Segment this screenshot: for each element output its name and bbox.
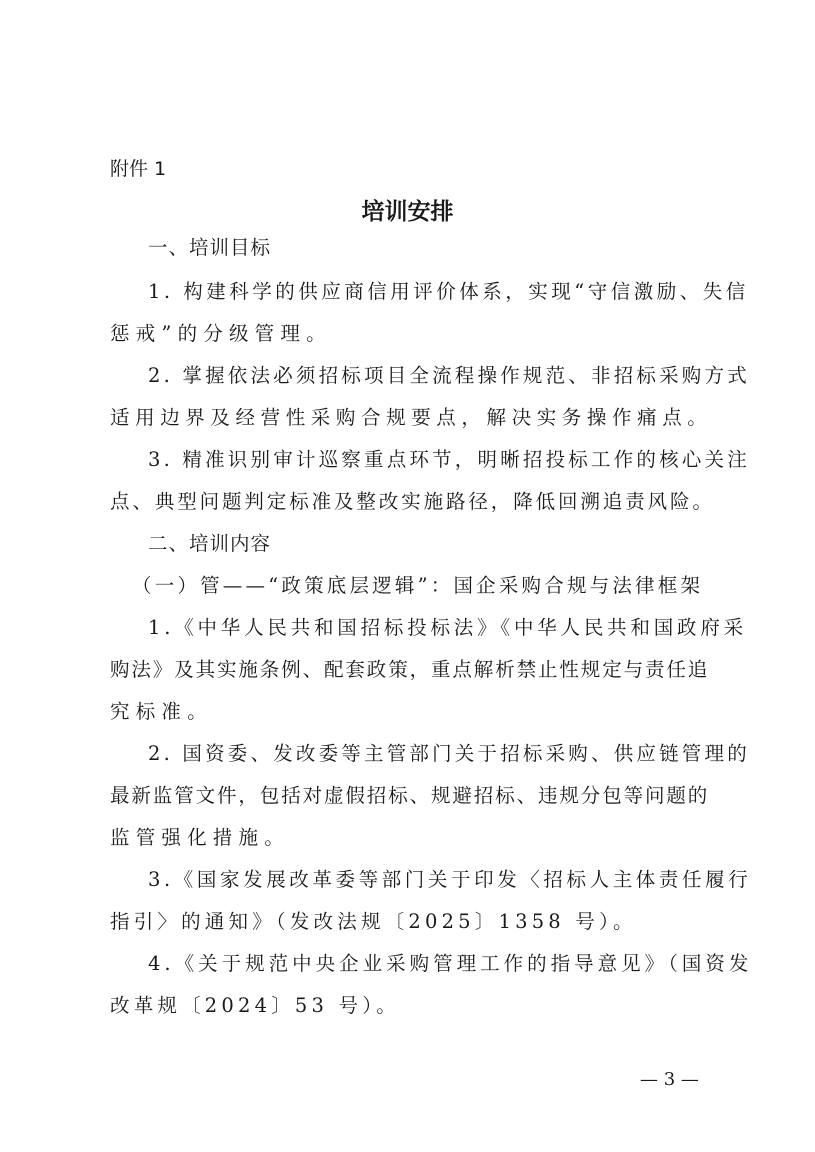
- paragraph-line: 监管强化措施。: [110, 826, 290, 849]
- paragraph-line: 4.《关于规范中央企业采购管理工作的指导意见》（国资发: [148, 952, 753, 975]
- paragraph-line: 改革规〔2024〕53 号）。: [110, 994, 400, 1017]
- paragraph-line: 指引〉的通知》（发改法规〔2025〕1358 号）。: [110, 910, 637, 933]
- paragraph-line: 究标准。: [110, 700, 213, 723]
- paragraph-line: 最新监管文件，包括对虚假招标、规避招标、违规分包等问题的: [110, 784, 710, 807]
- paragraph-line: 惩戒”的分级管理。: [110, 322, 332, 345]
- section-heading-content: 二、培训内容: [148, 532, 272, 555]
- paragraph-line: 1. 构建科学的供应商信用评价体系，实现“守信激励、失信: [148, 280, 749, 303]
- subsection-heading: （一）管——“政策底层逻辑”：国企采购合规与法律框架: [132, 574, 704, 597]
- section-heading-objectives: 一、培训目标: [148, 236, 272, 259]
- attachment-label: 附件 1: [110, 158, 167, 180]
- document-title: 培训安排: [361, 199, 454, 225]
- paragraph-line: 2. 国资委、发改委等主管部门关于招标采购、供应链管理的: [148, 742, 750, 765]
- page-number: — 3 —: [640, 1069, 699, 1090]
- paragraph-line: 3.《国家发展改革委等部门关于印发〈招标人主体责任履行: [148, 868, 752, 891]
- paragraph-line: 1.《中华人民共和国招标投标法》《中华人民共和国政府采: [148, 616, 747, 639]
- paragraph-line: 购法》及其实施条例、配套政策，重点解析禁止性规定与责任追: [110, 658, 710, 681]
- paragraph-line: 点、典型问题判定标准及整改实施路径，降低回溯追责风险。: [110, 490, 715, 513]
- paragraph-line: 2. 掌握依法必须招标项目全流程操作规范、非招标采购方式: [148, 364, 750, 387]
- paragraph-line: 3. 精准识别审计巡察重点环节，明晰招投标工作的核心关注: [148, 448, 750, 471]
- paragraph-line: 适用边界及经营性采购合规要点，解决实务操作痛点。: [110, 406, 713, 429]
